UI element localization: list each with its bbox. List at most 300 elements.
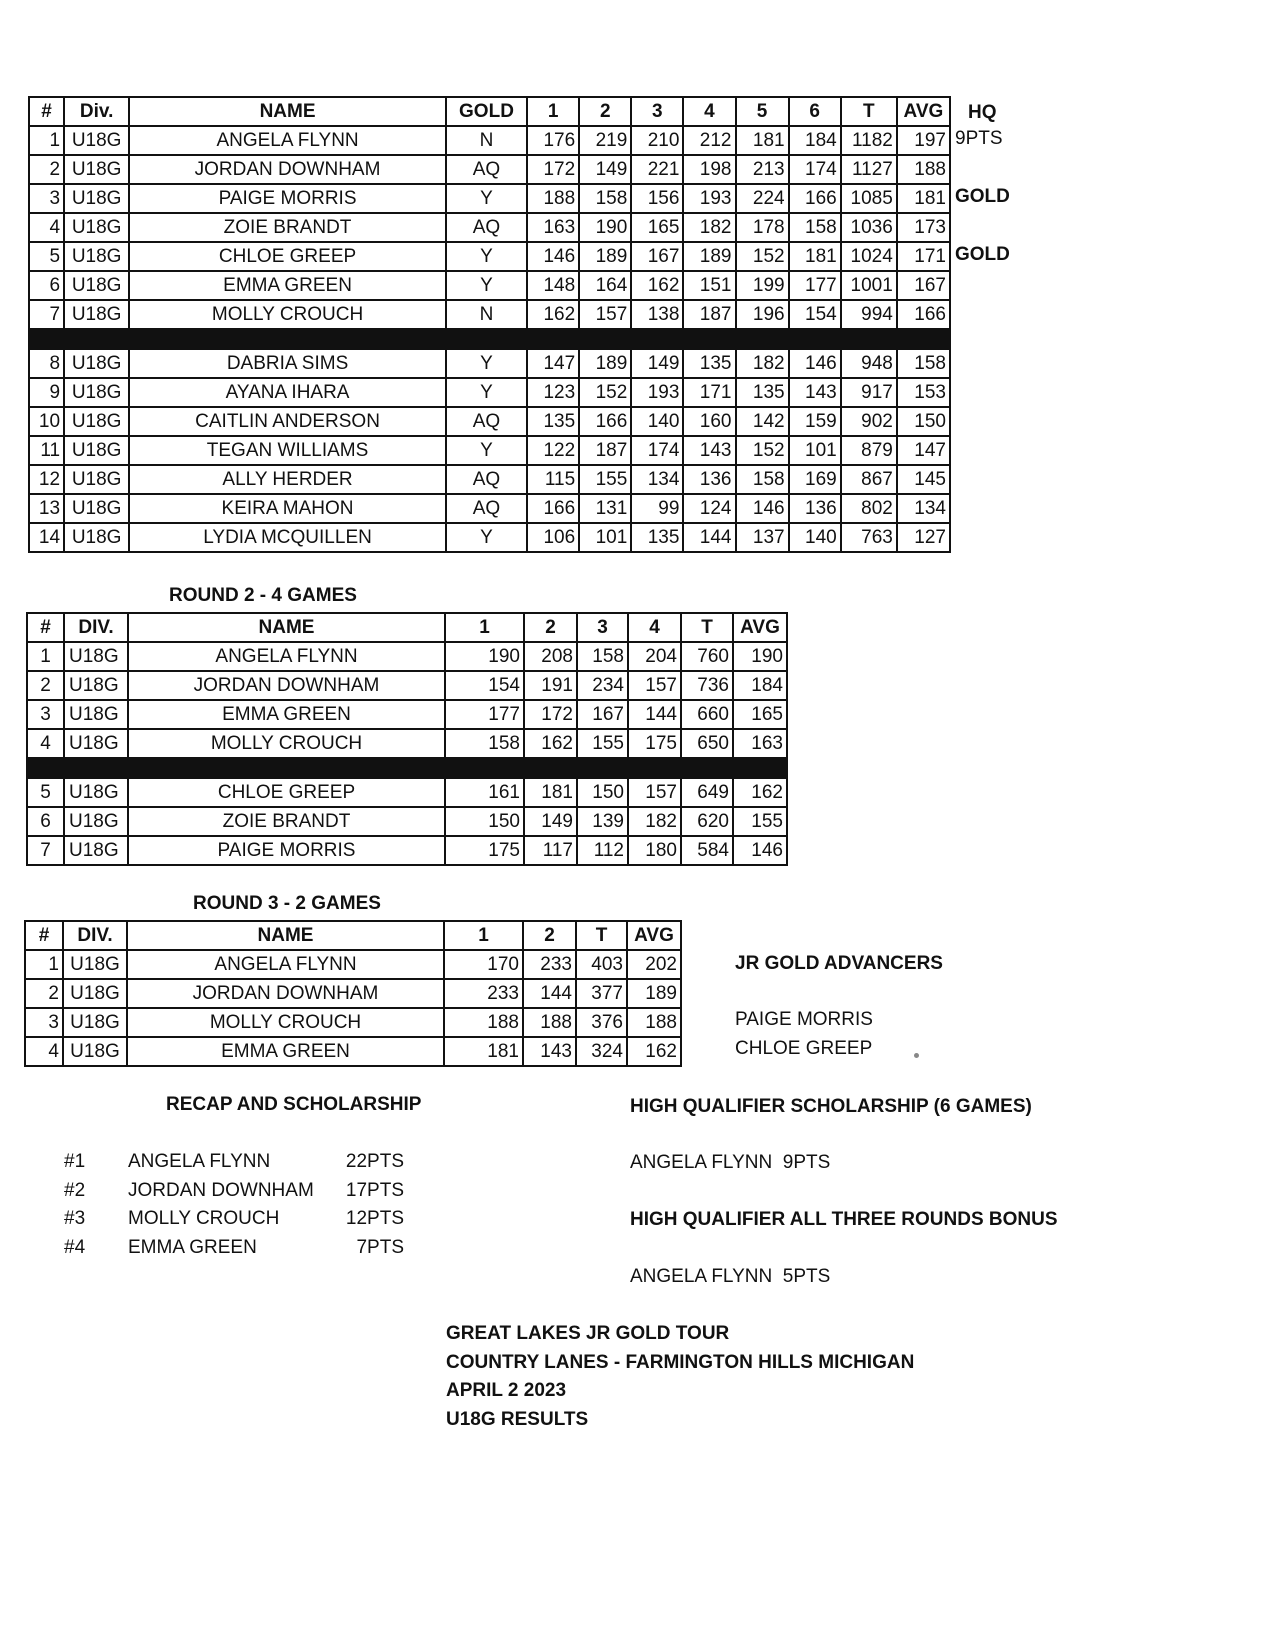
row-division: U18G (64, 671, 128, 700)
row-total: 649 (681, 778, 733, 807)
game-score: 190 (579, 213, 631, 242)
game-score: 135 (631, 523, 683, 552)
row-division: U18G (63, 979, 127, 1008)
table-row (27, 729, 787, 758)
game-score: 150 (445, 807, 524, 836)
row-rank: 2 (27, 671, 64, 700)
game-score: 167 (577, 700, 628, 729)
table-row (25, 979, 681, 1008)
row-division: U18G (63, 950, 127, 979)
game-score: 152 (736, 242, 789, 271)
game-score: 219 (579, 126, 631, 155)
row-gold-status: Y (446, 349, 527, 378)
column-header: 2 (524, 613, 577, 642)
column-header: # (25, 921, 63, 950)
row-name: TEGAN WILLIAMS (129, 436, 446, 465)
game-score: 149 (524, 807, 577, 836)
row-gold-status: AQ (446, 155, 527, 184)
recap-points: 7PTS (356, 1236, 404, 1258)
scan-speck (914, 1053, 919, 1058)
game-score: 213 (736, 155, 789, 184)
game-score: 212 (683, 126, 735, 155)
hq-scholarship-title: HIGH QUALIFIER SCHOLARSHIP (6 GAMES) (630, 1096, 1032, 1117)
recap-name: ANGELA FLYNN (128, 1151, 271, 1172)
game-score: 169 (789, 465, 841, 494)
row-name: KEIRA MAHON (129, 494, 446, 523)
row-name: LYDIA MCQUILLEN (129, 523, 446, 552)
game-score: 157 (579, 300, 631, 329)
row-total: 867 (841, 465, 897, 494)
row-total: 902 (841, 407, 897, 436)
game-score: 181 (524, 778, 577, 807)
row-division: U18G (64, 126, 129, 155)
column-header: 2 (579, 97, 631, 126)
hq-scholarship-winner: ANGELA FLYNN 9PTS (630, 1152, 831, 1173)
game-score: 189 (579, 349, 631, 378)
row-rank: 5 (27, 778, 64, 807)
row-name: PAIGE MORRIS (129, 184, 446, 213)
row-average: 202 (627, 950, 681, 979)
row-name: CAITLIN ANDERSON (129, 407, 446, 436)
game-score: 187 (579, 436, 631, 465)
row-gold-status: Y (446, 436, 527, 465)
game-score: 166 (527, 494, 579, 523)
row-name: MOLLY CROUCH (129, 300, 446, 329)
row-rank: 4 (29, 213, 64, 242)
row-total: 1001 (841, 271, 897, 300)
row-name: MOLLY CROUCH (128, 729, 445, 758)
row-rank: 4 (27, 729, 64, 758)
game-score: 233 (444, 979, 523, 1008)
row-total: 620 (681, 807, 733, 836)
game-score: 156 (631, 184, 683, 213)
table-row (29, 213, 950, 242)
game-score: 101 (789, 436, 841, 465)
recap-name: MOLLY CROUCH (128, 1208, 280, 1229)
game-score: 190 (445, 642, 524, 671)
recap-title: RECAP AND SCHOLARSHIP (166, 1094, 422, 1115)
row-rank: 5 (29, 242, 64, 271)
row-name: CHLOE GREEP (128, 778, 445, 807)
footer-results-label: U18G RESULTS (446, 1409, 589, 1430)
game-score: 144 (523, 979, 576, 1008)
table-row (27, 700, 787, 729)
row-total: 376 (576, 1008, 627, 1037)
advancer-name: PAIGE MORRIS (735, 1009, 873, 1030)
game-score: 117 (524, 836, 577, 865)
game-score: 224 (736, 184, 789, 213)
row-rank: 2 (25, 979, 63, 1008)
recap-points: 12PTS (345, 1208, 404, 1229)
row-average: 167 (897, 271, 950, 300)
game-score: 163 (527, 213, 579, 242)
game-score: 134 (631, 465, 683, 494)
game-score: 174 (789, 155, 841, 184)
row-name: DABRIA SIMS (129, 349, 446, 378)
row-rank: 1 (29, 126, 64, 155)
game-score: 101 (579, 523, 631, 552)
row-rank: 2 (29, 155, 64, 184)
column-header: # (27, 613, 64, 642)
row-total: 660 (681, 700, 733, 729)
game-score: 204 (628, 642, 681, 671)
column-header: 4 (683, 97, 735, 126)
game-score: 166 (579, 407, 631, 436)
game-score: 149 (579, 155, 631, 184)
game-score: 172 (527, 155, 579, 184)
row-division: U18G (64, 700, 128, 729)
game-score: 158 (579, 184, 631, 213)
row-gold-status: AQ (446, 407, 527, 436)
row-gold-status: N (446, 126, 527, 155)
row-average: 134 (897, 494, 950, 523)
game-score: 146 (789, 349, 841, 378)
row-total: 802 (841, 494, 897, 523)
recap-name: EMMA GREEN (128, 1236, 257, 1258)
recap-points: 22PTS (345, 1151, 404, 1172)
game-score: 147 (527, 349, 579, 378)
table-row (25, 1037, 681, 1066)
game-score: 136 (789, 494, 841, 523)
footer-date: APRIL 2 2023 (446, 1380, 567, 1401)
game-score: 170 (444, 950, 523, 979)
column-header: T (841, 97, 897, 126)
column-header: NAME (127, 921, 444, 950)
row-name: ANGELA FLYNN (128, 642, 445, 671)
column-header: T (681, 613, 733, 642)
row-average: 150 (897, 407, 950, 436)
row-rank: 10 (29, 407, 64, 436)
row-average: 189 (627, 979, 681, 1008)
game-score: 188 (527, 184, 579, 213)
row-division: U18G (64, 436, 129, 465)
game-score: 148 (527, 271, 579, 300)
row-average: 155 (733, 807, 787, 836)
game-score: 149 (631, 349, 683, 378)
game-score: 146 (736, 494, 789, 523)
recap-rank: #3 (64, 1208, 86, 1229)
game-score: 137 (736, 523, 789, 552)
table-row (25, 1008, 681, 1037)
game-score: 177 (789, 271, 841, 300)
game-score: 142 (736, 407, 789, 436)
row-division: U18G (64, 242, 129, 271)
hq-note: 9PTS (955, 128, 1003, 149)
game-score: 162 (631, 271, 683, 300)
game-score: 177 (445, 700, 524, 729)
row-division: U18G (63, 1037, 127, 1066)
row-rank: 11 (29, 436, 64, 465)
column-header: 4 (628, 613, 681, 642)
game-score: 187 (683, 300, 735, 329)
game-score: 188 (444, 1008, 523, 1037)
row-total: 994 (841, 300, 897, 329)
row-average: 166 (897, 300, 950, 329)
cut-line-bar (27, 758, 787, 778)
round2-header-row (27, 613, 787, 642)
row-rank: 3 (25, 1008, 63, 1037)
table-row (27, 836, 787, 865)
row-division: U18G (64, 300, 129, 329)
column-header: 6 (789, 97, 841, 126)
row-name: JORDAN DOWNHAM (127, 979, 444, 1008)
hq-note: GOLD (955, 244, 1010, 265)
row-average: 181 (897, 184, 950, 213)
row-total: 1127 (841, 155, 897, 184)
game-score: 193 (631, 378, 683, 407)
game-score: 158 (789, 213, 841, 242)
cut-line-bar (29, 329, 950, 349)
row-total: 650 (681, 729, 733, 758)
row-division: U18G (64, 155, 129, 184)
row-rank: 13 (29, 494, 64, 523)
row-rank: 14 (29, 523, 64, 552)
row-average: 197 (897, 126, 950, 155)
row-division: U18G (64, 213, 129, 242)
row-total: 377 (576, 979, 627, 1008)
game-score: 198 (683, 155, 735, 184)
row-total: 403 (576, 950, 627, 979)
hq-note: GOLD (955, 186, 1010, 207)
row-total: 917 (841, 378, 897, 407)
table-row (29, 242, 950, 271)
row-rank: 6 (29, 271, 64, 300)
row-total: 763 (841, 523, 897, 552)
round2-title: ROUND 2 - 4 GAMES (169, 585, 357, 606)
recap-rank: #2 (64, 1179, 86, 1201)
game-score: 193 (683, 184, 735, 213)
game-score: 189 (683, 242, 735, 271)
row-name: EMMA GREEN (129, 271, 446, 300)
recap-points: 17PTS (345, 1179, 404, 1201)
round2-table (26, 612, 788, 866)
game-score: 180 (628, 836, 681, 865)
table-row (29, 271, 950, 300)
footer-tour-name: GREAT LAKES JR GOLD TOUR (446, 1323, 730, 1344)
game-score: 152 (579, 378, 631, 407)
game-score: 131 (579, 494, 631, 523)
game-score: 124 (683, 494, 735, 523)
row-division: U18G (64, 271, 129, 300)
row-average: 163 (733, 729, 787, 758)
game-score: 166 (789, 184, 841, 213)
game-score: 122 (527, 436, 579, 465)
row-average: 188 (627, 1008, 681, 1037)
game-score: 150 (577, 778, 628, 807)
row-rank: 12 (29, 465, 64, 494)
column-header: 1 (527, 97, 579, 126)
row-rank: 3 (27, 700, 64, 729)
game-score: 138 (631, 300, 683, 329)
game-score: 174 (631, 436, 683, 465)
row-division: U18G (64, 465, 129, 494)
game-score: 155 (579, 465, 631, 494)
row-total: 1085 (841, 184, 897, 213)
game-score: 154 (445, 671, 524, 700)
game-score: 154 (789, 300, 841, 329)
game-score: 196 (736, 300, 789, 329)
row-rank: 6 (27, 807, 64, 836)
row-name: ZOIE BRANDT (128, 807, 445, 836)
advancer-name: CHLOE GREEP (735, 1038, 873, 1059)
row-average: 165 (733, 700, 787, 729)
row-total: 736 (681, 671, 733, 700)
game-score: 112 (577, 836, 628, 865)
row-division: U18G (64, 729, 128, 758)
row-rank: 4 (25, 1037, 63, 1066)
row-total: 879 (841, 436, 897, 465)
table-row (25, 950, 681, 979)
row-average: 188 (897, 155, 950, 184)
column-header: 3 (577, 613, 628, 642)
game-score: 182 (683, 213, 735, 242)
row-division: U18G (64, 494, 129, 523)
table-row (29, 494, 950, 523)
game-score: 165 (631, 213, 683, 242)
row-name: ANGELA FLYNN (129, 126, 446, 155)
row-name: EMMA GREEN (128, 700, 445, 729)
row-rank: 8 (29, 349, 64, 378)
game-score: 151 (683, 271, 735, 300)
row-name: JORDAN DOWNHAM (129, 155, 446, 184)
row-division: U18G (64, 184, 129, 213)
column-header: 5 (736, 97, 789, 126)
column-header: AVG (627, 921, 681, 950)
row-name: EMMA GREEN (127, 1037, 444, 1066)
row-gold-status: N (446, 300, 527, 329)
cut-line-separator (29, 329, 950, 349)
row-average: 146 (733, 836, 787, 865)
game-score: 115 (527, 465, 579, 494)
row-gold-status: Y (446, 378, 527, 407)
game-score: 140 (631, 407, 683, 436)
row-division: U18G (64, 778, 128, 807)
row-average: 173 (897, 213, 950, 242)
round3-header-row (25, 921, 681, 950)
game-score: 136 (683, 465, 735, 494)
row-gold-status: AQ (446, 465, 527, 494)
row-gold-status: Y (446, 242, 527, 271)
row-total: 1036 (841, 213, 897, 242)
row-gold-status: Y (446, 523, 527, 552)
row-average: 162 (733, 778, 787, 807)
column-header: 3 (631, 97, 683, 126)
row-gold-status: AQ (446, 494, 527, 523)
game-score: 221 (631, 155, 683, 184)
row-rank: 9 (29, 378, 64, 407)
game-score: 160 (683, 407, 735, 436)
game-score: 167 (631, 242, 683, 271)
column-header: NAME (128, 613, 445, 642)
game-score: 159 (789, 407, 841, 436)
column-header: DIV. (63, 921, 127, 950)
game-score: 172 (524, 700, 577, 729)
row-rank: 7 (29, 300, 64, 329)
table-row (29, 300, 950, 329)
row-total: 760 (681, 642, 733, 671)
game-score: 152 (736, 436, 789, 465)
column-header: GOLD (446, 97, 527, 126)
game-score: 181 (789, 242, 841, 271)
game-score: 158 (445, 729, 524, 758)
row-name: AYANA IHARA (129, 378, 446, 407)
advancers-title: JR GOLD ADVANCERS (735, 953, 943, 974)
game-score: 161 (445, 778, 524, 807)
cut-line-separator (27, 758, 787, 778)
row-name: ZOIE BRANDT (129, 213, 446, 242)
row-gold-status: Y (446, 271, 527, 300)
row-average: 127 (897, 523, 950, 552)
row-gold-status: Y (446, 184, 527, 213)
row-total: 948 (841, 349, 897, 378)
row-total: 1182 (841, 126, 897, 155)
row-division: U18G (64, 378, 129, 407)
game-score: 184 (789, 126, 841, 155)
game-score: 157 (628, 671, 681, 700)
row-name: ALLY HERDER (129, 465, 446, 494)
row-average: 147 (897, 436, 950, 465)
game-score: 144 (628, 700, 681, 729)
recap-name: JORDAN DOWNHAM (128, 1179, 314, 1201)
game-score: 139 (577, 807, 628, 836)
game-score: 140 (789, 523, 841, 552)
game-score: 162 (527, 300, 579, 329)
row-average: 153 (897, 378, 950, 407)
table-row (27, 778, 787, 807)
row-name: JORDAN DOWNHAM (128, 671, 445, 700)
recap-rank: #1 (64, 1151, 86, 1172)
game-score: 234 (577, 671, 628, 700)
row-rank: 7 (27, 836, 64, 865)
column-header: # (29, 97, 64, 126)
footer-location: COUNTRY LANES - FARMINGTON HILLS MICHIGAN (446, 1352, 915, 1373)
row-name: MOLLY CROUCH (127, 1008, 444, 1037)
game-score: 182 (736, 349, 789, 378)
table-row (27, 642, 787, 671)
game-score: 123 (527, 378, 579, 407)
column-header: 1 (445, 613, 524, 642)
game-score: 157 (628, 778, 681, 807)
row-total: 584 (681, 836, 733, 865)
game-score: 143 (683, 436, 735, 465)
table-row (29, 155, 950, 184)
row-average: 145 (897, 465, 950, 494)
row-gold-status: AQ (446, 213, 527, 242)
game-score: 199 (736, 271, 789, 300)
game-score: 181 (736, 126, 789, 155)
hq-bonus-title: HIGH QUALIFIER ALL THREE ROUNDS BONUS (630, 1209, 1058, 1230)
row-division: U18G (63, 1008, 127, 1037)
table-row (29, 436, 950, 465)
recap-rank: #4 (64, 1236, 86, 1258)
column-header: NAME (129, 97, 446, 126)
row-total: 324 (576, 1037, 627, 1066)
column-header: 2 (523, 921, 576, 950)
round3-title: ROUND 3 - 2 GAMES (193, 893, 381, 914)
row-division: U18G (64, 523, 129, 552)
game-score: 99 (631, 494, 683, 523)
game-score: 171 (683, 378, 735, 407)
row-name: CHLOE GREEP (129, 242, 446, 271)
column-header: AVG (897, 97, 950, 126)
column-header: T (576, 921, 627, 950)
column-header: DIV. (64, 613, 128, 642)
game-score: 182 (628, 807, 681, 836)
row-division: U18G (64, 642, 128, 671)
row-average: 162 (627, 1037, 681, 1066)
row-average: 171 (897, 242, 950, 271)
game-score: 135 (527, 407, 579, 436)
